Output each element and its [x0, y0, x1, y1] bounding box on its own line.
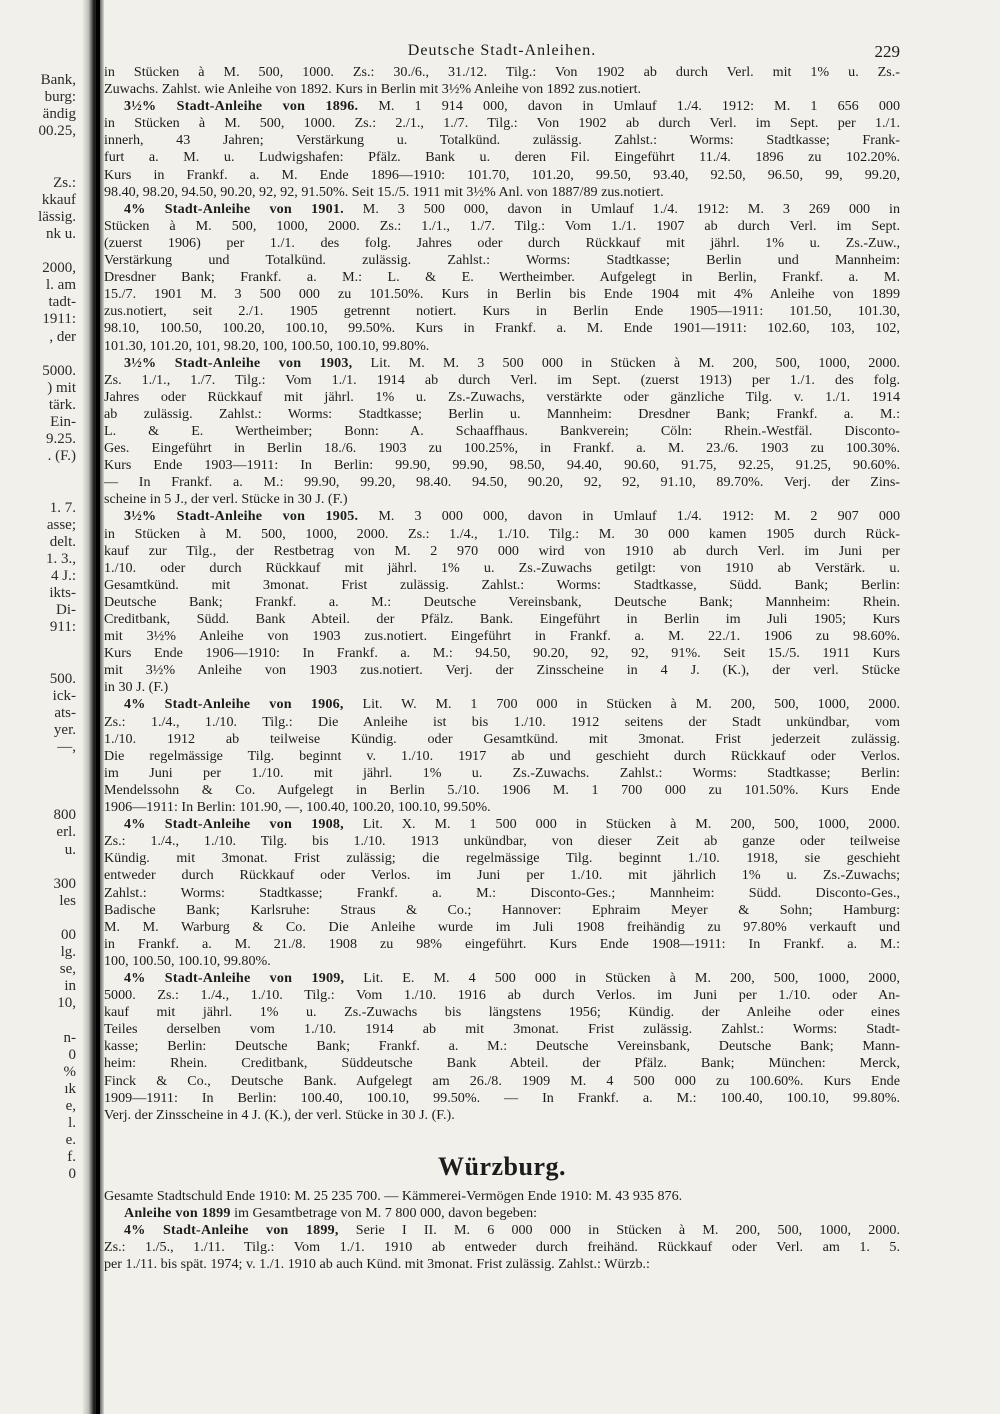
entry-paragraph [104, 1188, 900, 1205]
line-text: — In Frankf. a. M.: 99.90, 99.20, 98.40. 94.50, 90.20, 92, 92, 91.10, 89.70%. Verj. der Zins- [104, 474, 900, 491]
line-text: kauf mit jährl. 1% u. Zs.-Zuwachs bis längstens 1956; Kündig. der Anleihe oder eines [104, 1004, 900, 1021]
text-line [104, 235, 900, 252]
line-text: M. M. Warburg & Co. Die Anleihe wurde im Juli 1908 freihändig zu 97.80% verkauft und [104, 918, 900, 935]
line-text: M. 3 500 000, davon in Umlauf 1./4. 1912: M. 3 269 000 in [343, 200, 900, 217]
text-line [104, 577, 900, 594]
page-header [104, 38, 900, 64]
line-text: Lit. E. M. 4 500 000 in Stücken à M. 200, 500, 1000, 2000, [344, 969, 900, 986]
adjacent-page-margin [0, 0, 80, 1414]
line-text: in 30 J. (F.) [104, 679, 169, 696]
text-line [104, 406, 900, 423]
text-line [104, 816, 900, 833]
margin-fragment: nk u. [46, 225, 76, 242]
line-text: L. & E. Wertheimber; Bonn: A. Schaaffhaus. Bankverein; Cöln: Rhein.-Westfäl. Disconto- [104, 422, 900, 439]
text-line [104, 731, 900, 748]
text-line [104, 252, 900, 269]
city-body [104, 1188, 900, 1273]
loan-heading: 4% Stadt-Anleihe von 1908, [124, 816, 344, 833]
margin-fragment: yer. [53, 721, 76, 738]
loan-heading: 4% Stadt-Anleihe von 1906, [124, 696, 344, 713]
line-text: Deutsche Bank; Frankf. a. M.: Deutsche Vereinsbank, Deutsche Bank; Mannheim: Rhein. [104, 593, 900, 610]
line-text: Zs.: 1./4., 1./10. Tilg.: Die Anleihe ist bis 1./10. 1912 seitens der Stadt unkündbar, vom [104, 713, 900, 730]
line-text: im Gesamtbetrage von M. 7 800 000, davon begeben: [230, 1204, 538, 1221]
line-text: Verstärkung und Totalkünd. zulässig. Zahlst.: Worms: Stadtkasse; Berlin und Mannheim: [104, 252, 900, 269]
margin-fragment: 0 [68, 1166, 76, 1183]
margin-fragment: 1. 7. [49, 499, 76, 516]
entry-paragraph [104, 970, 900, 1124]
margin-fragment: l. [68, 1115, 76, 1132]
text-line [104, 1055, 900, 1072]
line-text: 1906—1911: In Berlin: 101.90, —, 100.40, 100.20, 100.10, 99.50%. [104, 799, 491, 816]
margin-fragment: burg: [44, 89, 76, 106]
line-text: kauf zur Tilg., der Restbetrag von M. 2 970 000 wird von 1910 ab durch Verl. im Juni per [104, 542, 900, 559]
margin-fragment: 4 J.: [50, 567, 76, 584]
text-line [104, 1256, 900, 1273]
margin-fragment: Di- [56, 602, 76, 619]
text-line [104, 338, 900, 355]
margin-fragment: 00 [61, 927, 76, 943]
text-line [104, 799, 900, 816]
margin-fragment: tadt- [48, 294, 76, 311]
margin-fragment: Ein- [50, 414, 76, 430]
margin-fragment: —, [57, 738, 76, 755]
margin-fragment: 2000, [42, 260, 76, 277]
text-line [104, 81, 900, 98]
line-text: Mendelssohn & Co. Aufgelegt in Berlin 5./10. 1906 M. 1 700 000 zu 101.50%. Kurs Ende [104, 781, 900, 798]
line-text: in Stücken à M. 500, 1000. Zs.: 30./6., 31./12. Tilg.: Von 1902 ab durch Verl. mit 1% u. Zs.- [104, 64, 900, 80]
loan-heading: 4% Stadt-Anleihe von 1899, [124, 1222, 339, 1238]
entry-paragraph [104, 355, 900, 509]
text-line [104, 867, 900, 884]
text-line [104, 1205, 900, 1222]
text-line [104, 115, 900, 132]
text-line [104, 1073, 900, 1090]
line-text: entweder durch Rückkauf oder Verlos. im Juni per 1./10. mit jährlich 1% u. Zs.-Zuwachs; [104, 867, 900, 884]
text-line [104, 1038, 900, 1055]
line-text: (zuerst 1906) per 1./1. des folg. Jahres oder durch Rückkauf mit jährl. 1% u. Zs.-Zuw., [104, 234, 900, 251]
entry-paragraph [104, 696, 900, 816]
line-text: Serie I II. M. 6 000 000 in Stücken à M. 200, 500, 1000, 2000. [338, 1222, 900, 1238]
line-text: Stücken à M. 500, 1000, 2000. Zs.: 1./1., 1./7. Tilg.: Vom 1./1. 1907 ab durch Verl. im Sept. [104, 217, 900, 234]
line-text: furt a. M. u. Ludwigshafen: Pfälz. Bank u. deren Fil. Eingeführt 11./4. 1896 zu 102.20%. [104, 149, 900, 166]
text-line [104, 64, 900, 81]
line-text: im Juni per 1./10. mit jährl. 1% u. Zs.-Zuwachs. Zahlst.: Worms: Stadtkasse; Berlin: [104, 764, 900, 781]
line-text: M. 1 914 000, davon in Umlauf 1./4. 1912: M. 1 656 000 [358, 98, 900, 115]
margin-fragment: ats- [54, 704, 76, 721]
entry-paragraph [104, 1205, 900, 1222]
line-text: Zahlst.: Worms: Stadtkasse; Frankf. a. M.: Disconto-Ges.; Mannheim: Südd. Disconto-Ges., [104, 884, 900, 901]
margin-fragment: se, [59, 961, 76, 978]
margin-fragment: 1. 3., [46, 550, 76, 567]
line-text: 1./10. oder durch Rückkauf mit jährl. 1% u. Zs.-Zuwachs getilgt: von 1910 ab Verstärk. u. [104, 559, 900, 576]
line-text: Dresdner Bank; Frankf. a. M.: L. & E. Wertheimber. Aufgelegt in Berlin, Frankf. a. M. [104, 269, 900, 286]
line-text: Kurs in Frankf. a. M. Ende 1896—1910: 101.70, 101.20, 99.50, 93.40, 92.50, 96.50, 99, 99.20, [104, 166, 900, 183]
text-line [104, 970, 900, 987]
margin-fragment: ick- [52, 687, 76, 704]
text-line [104, 919, 900, 936]
line-text: Teiles derselben vom 1./10. 1914 ab mit 3monat. Frist zulässig. Zahlst.: Worms: Stadt- [104, 1021, 900, 1038]
page-number: 229 [874, 42, 900, 61]
text-line [104, 1222, 900, 1239]
text-line [104, 987, 900, 1004]
margin-fragment: 9.25. [46, 431, 76, 448]
margin-fragment: in [64, 978, 76, 995]
text-line [104, 372, 900, 389]
text-line [104, 662, 900, 679]
text-line [104, 748, 900, 765]
line-text: Jahres oder Rückkauf mit jährl. 1% u. Zs.-Zuwachs, verstärkte oder gänzliche Tilg. v. 1./1. 1914 [104, 388, 900, 405]
line-text: 100, 100.50, 100.10, 99.80%. [104, 952, 271, 969]
line-text: Lit. M. M. 3 500 000 in Stücken à M. 200, 500, 1000, 2000. [352, 354, 900, 371]
line-text: Creditbank, Südd. Bank Abteil. der Pfälz. Bank. Eingeführt in Berlin im Juli 1905; Kurs [104, 611, 900, 627]
text-line [104, 1239, 900, 1256]
margin-fragment: e. [65, 1132, 76, 1149]
line-text: in Stücken à M. 500, 1000, 2000. Zs.: 1./4., 1./10. Tilg.: M. 30 000 kamen 1905 durch Rück- [104, 525, 900, 542]
line-text: kasse; Berlin: Deutsche Bank; Frankf. a. M.: Deutsche Vereinsbank, Deutsche Bank; Mann- [104, 1038, 900, 1055]
margin-fragment: delt. [49, 533, 76, 550]
line-text: Kurs Ende 1903—1911: In Berlin: 99.90, 99.90, 98.50, 94.40, 90.60, 91.75, 92.25, 91.25, 90.60%. [104, 457, 900, 474]
margin-fragment: 911: [49, 619, 76, 636]
text-line [104, 885, 900, 902]
margin-fragment: 500. [49, 670, 76, 687]
margin-fragment: f. [67, 1149, 76, 1166]
loan-heading: 4% Stadt-Anleihe von 1901. [124, 200, 344, 217]
margin-fragment: 800 [53, 807, 76, 824]
text-line [104, 765, 900, 782]
text-line [104, 440, 900, 457]
margin-fragment: n- [63, 1029, 76, 1046]
line-text: innerh, 43 Jahren; Verstärkung u. Totalkünd. zulässig. Zahlst.: Worms: Stadtkasse; Frank- [104, 132, 900, 149]
margin-fragment: ikts- [49, 585, 76, 601]
margin-fragment: ändig [42, 106, 76, 123]
margin-fragment: 1911: [42, 311, 76, 328]
entry-paragraph [104, 64, 900, 98]
line-text: Zuwachs. Zahlst. wie Anleihe von 1892. Kurs in Berlin mit 3½% Anleihe von 1892 zus.notiert. [104, 81, 642, 98]
line-text: Die regelmässige Tilg. beginnt v. 1./10. 1917 ab und geschieht durch Rückkauf oder Verlos. [104, 747, 900, 764]
line-text: Kündig. mit 3monat. Frist zulässig; die regelmässige Tilg. beginnt 1./10. 1918, sie geschieht [104, 850, 900, 867]
line-text: Verj. der Zinsscheine in 4 J. (K.), der verl. Stücke in 30 J. (F.). [104, 1106, 455, 1123]
line-text: Zs.: 1./5., 1./11. Tilg.: Vom 1./1. 1910 ab entweder durch freihänd. Rückkauf oder Verl. am 1. 5. [104, 1239, 900, 1256]
text-line [104, 1090, 900, 1107]
text-line [104, 1107, 900, 1124]
margin-fragment: l. am [46, 277, 76, 294]
text-line [104, 474, 900, 491]
entry-paragraph [104, 508, 900, 696]
line-text: 15./7. 1901 M. 3 500 000 zu 101.50%. Kurs in Berlin bis Ende 1904 mit 4% Anleihe von 1899 [104, 286, 900, 303]
running-title: Deutsche Stadt-Anleihen. [407, 42, 597, 59]
line-text: Ges. Eingeführt in Berlin 18./6. 1903 zu 100.25%, in Frankf. a. M. 23./6. 1903 zu 100.30%. [104, 440, 900, 457]
line-text: Badische Bank; Karlsruhe: Straus & Co.; Hannover: Ephraim Meyer & Sohn; Hamburg: [104, 901, 900, 918]
text-line [104, 1004, 900, 1021]
line-text: zus.notiert, seit 2./1. 1905 getrennt notiert. Kurs in Berlin Ende 1905—1911: 101.50, 101.30, [104, 303, 900, 320]
text-line [104, 423, 900, 440]
margin-fragment: 5000. [42, 362, 76, 379]
document-page [104, 38, 900, 1273]
line-text: 1909—1911: In Berlin: 100.40, 100.10, 99.50%. — In Frankf. a. M.: 100.40, 100.10, 99.80%. [104, 1089, 900, 1106]
text-line [104, 543, 900, 560]
text-line [104, 833, 900, 850]
margin-fragment: ık [64, 1080, 76, 1097]
line-text: Zs.: 1./4., 1./10. Tilg. bis 1./10. 1913 unkündbar, von dieser Zeit ab ganze oder teilweise [104, 833, 900, 850]
text-line [104, 269, 900, 286]
margin-fragment: les [59, 892, 76, 909]
loan-heading: 4% Stadt-Anleihe von 1909, [124, 969, 345, 986]
line-text: in Frankf. a. M. 21./8. 1908 zu 98% eingeführt. Kurs Ende 1908—1911: In Frankf. a. M.: [104, 935, 900, 952]
text-line [104, 611, 900, 628]
margin-fragment: , der [49, 328, 76, 345]
margin-fragment: 00.25, [38, 123, 76, 140]
text-line [104, 902, 900, 919]
entry-paragraph [104, 816, 900, 970]
text-line [104, 98, 900, 115]
text-line [104, 184, 900, 201]
margin-fragment: tärk. [48, 396, 76, 413]
text-line [104, 850, 900, 867]
line-text: mit 3½% Anleihe von 1903 zus.notiert. Verj. der Zinsscheine in 4 J. (K.), der verl. Stücke [104, 662, 900, 679]
line-text: 98.40, 98.20, 94.50, 90.20, 92, 92, 91.50%. Seit 15./5. 1911 mit 3½% Anl. von 1887/89 zus.notiert. [104, 183, 664, 200]
line-text: mit 3½% Anleihe von 1903 zus.notiert. Eingeführt in Frankf. a. M. 22./1. 1906 zu 98.60%. [104, 628, 900, 645]
text-line [104, 936, 900, 953]
line-text: Gesamte Stadtschuld Ende 1910: M. 25 235 700. — Kämmerei-Vermögen Ende 1910: M. 43 935 876. [104, 1187, 683, 1204]
text-line [104, 594, 900, 611]
text-line [104, 149, 900, 166]
text-line [104, 201, 900, 218]
text-line [104, 526, 900, 543]
line-text: Lit. W. M. 1 700 000 in Stücken à M. 200, 500, 1000, 2000. [343, 696, 900, 713]
loan-heading: 3½% Stadt-Anleihe von 1905. [124, 508, 359, 525]
loan-heading: 3½% Stadt-Anleihe von 1903, [124, 354, 353, 371]
line-text: scheine in 5 J., der verl. Stücke in 30 J. (F.) [104, 491, 348, 508]
loan-heading: 3½% Stadt-Anleihe von 1896. [124, 98, 359, 115]
margin-fragment: Zs.: [53, 174, 76, 191]
line-text: Kurs Ende 1906—1910: In Frankf. a. M.: 94.50, 90.20, 92, 92, 91%. Seit 15./5. 1911 Kurs [104, 645, 900, 662]
line-text: Finck & Co., Deutsche Bank. Aufgelegt am 26./8. 1909 M. 4 500 000 zu 100.60%. Kurs Ende [104, 1072, 900, 1089]
text-line [104, 1021, 900, 1038]
line-text: per 1./11. bis spät. 1974; v. 1./1. 1910 ab auch Künd. mit 3monat. Frist zulässig. Zahlst.: Würzb.: [104, 1256, 650, 1273]
line-text: in Stücken à M. 500, 1000. Zs.: 2./1., 1./7. Tilg.: Von 1902 ab durch Verl. im Sept. per 1./1. [104, 115, 900, 132]
margin-fragment: ) mit [47, 379, 76, 396]
line-text: ab zulässig. Zahlst.: Worms: Stadtkasse; Berlin u. Mannheim: Dresdner Bank; Frankf. a. M.: [104, 405, 900, 422]
entry-paragraph [104, 201, 900, 355]
margin-fragment: 0 [68, 1046, 76, 1063]
text-line [104, 491, 900, 508]
line-text: M. 3 000 000, davon in Umlauf 1./4. 1912: M. 2 907 000 [358, 508, 900, 525]
text-line [104, 167, 900, 184]
text-line [104, 1188, 900, 1205]
city-heading: Würzburg. [438, 1151, 566, 1181]
line-text: 101.30, 101.20, 101, 98.20, 100, 100.50, 100.10, 99.80%. [104, 337, 430, 354]
entry-paragraph [104, 1222, 900, 1273]
margin-fragment: kkauf [41, 191, 76, 208]
page-body [104, 64, 900, 1124]
margin-fragment: erl. [56, 824, 76, 841]
line-text: 5000. Zs.: 1./4., 1./10. Tilg.: Vom 1./10. 1916 ab durch Verlos. im Juni per 1./10. oder An- [104, 987, 900, 1004]
text-line [104, 320, 900, 337]
entry-paragraph [104, 98, 900, 201]
text-line [104, 355, 900, 372]
margin-fragment: lässig. [38, 208, 76, 225]
line-text: heim: Rhein. Creditbank, Süddeutsche Bank Abteil. der Pfälz. Bank; München: Merck, [104, 1055, 900, 1072]
line-text: Zs. 1./1., 1./7. Tilg.: Vom 1./1. 1914 ab durch Verl. im Sept. (zuerst 1913) per 1./1. des folg. [104, 371, 900, 388]
margin-fragment: 300 [53, 875, 76, 892]
text-line [104, 389, 900, 406]
margin-fragment: e, [65, 1098, 76, 1114]
margin-fragment: . (F.) [47, 448, 76, 465]
text-line [104, 953, 900, 970]
text-line [104, 286, 900, 303]
text-line [104, 303, 900, 320]
text-line [104, 782, 900, 799]
text-line [104, 218, 900, 235]
text-line [104, 696, 900, 713]
book-gutter-line [96, 0, 100, 1414]
text-line [104, 132, 900, 149]
text-line [104, 560, 900, 577]
line-text: 1./10. 1912 ab teilweise Kündig. oder Gesamtkünd. mit 3monat. Frist jederzeit zulässig. [104, 730, 900, 747]
text-line [104, 457, 900, 474]
margin-fragment: u. [64, 841, 76, 858]
margin-fragment: Bank, [40, 72, 76, 88]
line-text: Gesamtkünd. mit 3monat. Frist zulässig. Zahlst.: Worms: Stadtkasse, Südd. Bank; Berlin: [104, 576, 900, 593]
text-line [104, 679, 900, 696]
loan-heading: Anleihe von 1899 [124, 1204, 231, 1221]
text-line [104, 714, 900, 731]
book-gutter-shadow [82, 0, 104, 1414]
text-line [104, 645, 900, 662]
line-text: Lit. X. M. 1 500 000 in Stücken à M. 200, 500, 1000, 2000. [343, 816, 900, 833]
margin-fragment: lg. [60, 944, 76, 961]
margin-fragment: 10, [57, 995, 76, 1012]
margin-fragment: % [63, 1063, 76, 1080]
line-text: 98.10, 100.50, 100.20, 100.10, 99.50%. Kurs in Frankf. a. M. Ende 1901—1911: 102.60, 103, 102, [104, 320, 900, 337]
text-line [104, 628, 900, 645]
text-line [104, 508, 900, 525]
margin-fragment: asse; [46, 516, 76, 533]
